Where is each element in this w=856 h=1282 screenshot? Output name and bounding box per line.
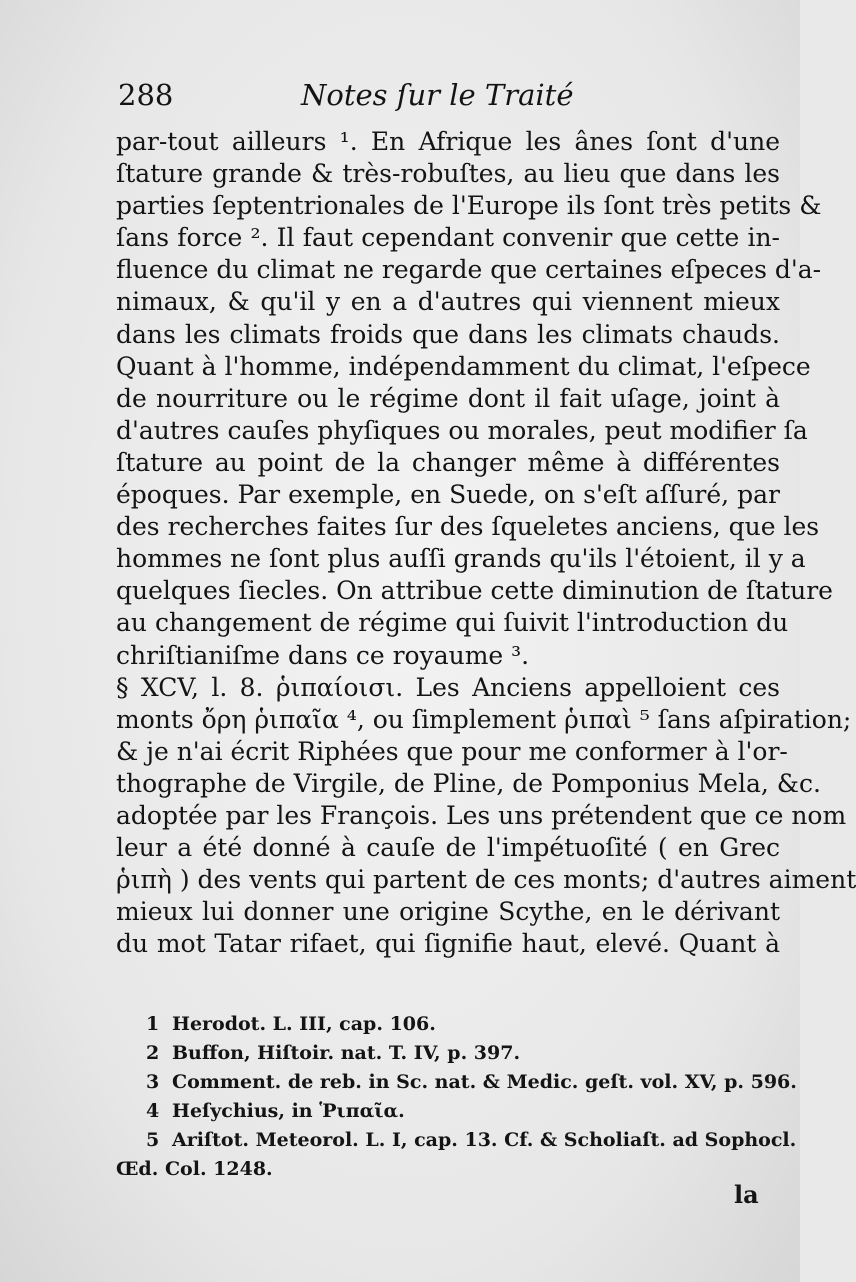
text-line: adoptée par les François. Les uns prétendent que ce nom	[116, 800, 847, 830]
footnote	[146, 1010, 782, 1039]
footnote-number: 1	[146, 1013, 160, 1035]
text-line: ῥιπὴ ) des vents qui partent de ces monts; d'autres aiment	[116, 865, 856, 895]
text-line: nimaux, & qu'il y en a d'autres qui viennent mieux	[116, 287, 780, 317]
text-line: ſtature grande & très-robuſtes, au lieu que dans les	[116, 159, 780, 189]
text-line: des recherches faites ſur des ſqueletes anciens, que les	[116, 512, 820, 542]
page-header	[118, 78, 778, 118]
text-line: hommes ne ſont plus auſſi grands qu'ils l'étoient, il y a	[116, 544, 806, 574]
text-line: Quant à l'homme, indépendamment du climat, l'eſpece	[116, 351, 811, 381]
footnotes	[116, 1010, 797, 1184]
body-text	[116, 126, 856, 960]
text-line: § XCV, l. 8. ῥιπαίοισι. Les Anciens appelloient ces	[116, 672, 780, 702]
footnote-continuation: Œd. Col. 1248.	[116, 1158, 273, 1180]
page-number: 288	[118, 78, 174, 112]
text-line: par-tout ailleurs ¹. En Afrique les ânes ſont d'une	[116, 127, 780, 156]
text-line: fluence du climat ne regarde que certaines eſpeces d'a-	[116, 255, 822, 285]
text-line: époques. Par exemple, en Suede, on s'eſt aſſuré, par	[116, 480, 780, 510]
text-line: dans les climats froids que dans les climats chauds.	[116, 319, 780, 349]
text-line: monts ὄρη ῥιπαῖα ⁴, ou ſimplement ῥιπαὶ ⁵ ſans aſpiration;	[116, 704, 852, 734]
text-line: parties ſeptentrionales de l'Europe ils ſont très petits &	[116, 191, 822, 221]
text-line: ſtature au point de la changer même à différentes	[116, 447, 780, 477]
text-line: du mot Tatar rifaet, qui ſignifie haut, elevé. Quant à	[116, 929, 780, 959]
text-line: quelques ſiecles. On attribue cette diminution de ſtature	[116, 576, 833, 606]
footnote-number: 5	[146, 1129, 160, 1151]
text-line: au changement de régime qui ſuivit l'introduction du	[116, 608, 789, 638]
footnote-text: Comment. de reb. in Sc. nat. & Medic. geſt. vol. XV, p. 596.	[172, 1071, 797, 1093]
text-line: de nourriture ou le régime dont il fait uſage, joint à	[116, 383, 780, 413]
footnote-text: Buffon, Hiſtoir. nat. T. IV, p. 397.	[172, 1042, 521, 1064]
footnote-number: 4	[146, 1100, 160, 1122]
footnote	[146, 1068, 797, 1097]
footnote-number: 3	[146, 1071, 160, 1093]
running-title: Notes ſur le Traité	[301, 78, 574, 112]
text-line: chriſtianiſme dans ce royaume ³.	[116, 640, 530, 670]
text-line: mieux lui donner une origine Scythe, en le dérivant	[116, 897, 780, 927]
footnote-text: Ariſtot. Meteorol. L. I, cap. 13. Cf. & Scholiaſt. ad Sophocl.	[172, 1129, 797, 1151]
footnote	[146, 1126, 797, 1155]
footnote-text: Heſychius, in Ῥιπαῖα.	[172, 1100, 405, 1122]
text-line: & je n'ai écrit Riphées que pour me conformer à l'or-	[116, 736, 788, 766]
text-line: d'autres cauſes phyſiques ou morales, peut modifier ſa	[116, 415, 808, 445]
footnote-text: Herodot. L. III, cap. 106.	[172, 1013, 436, 1035]
footnote	[146, 1097, 782, 1126]
catchword: la	[734, 1180, 759, 1209]
footnote-number: 2	[146, 1042, 160, 1064]
text-line: thographe de Virgile, de Pline, de Pomponius Mela, &c.	[116, 768, 821, 798]
text-line: leur a été donné à cauſe de l'impétuoſité ( en Grec	[116, 833, 780, 863]
footnote	[146, 1039, 782, 1068]
text-line: ſans force ². Il faut cependant convenir que cette in-	[116, 223, 780, 253]
